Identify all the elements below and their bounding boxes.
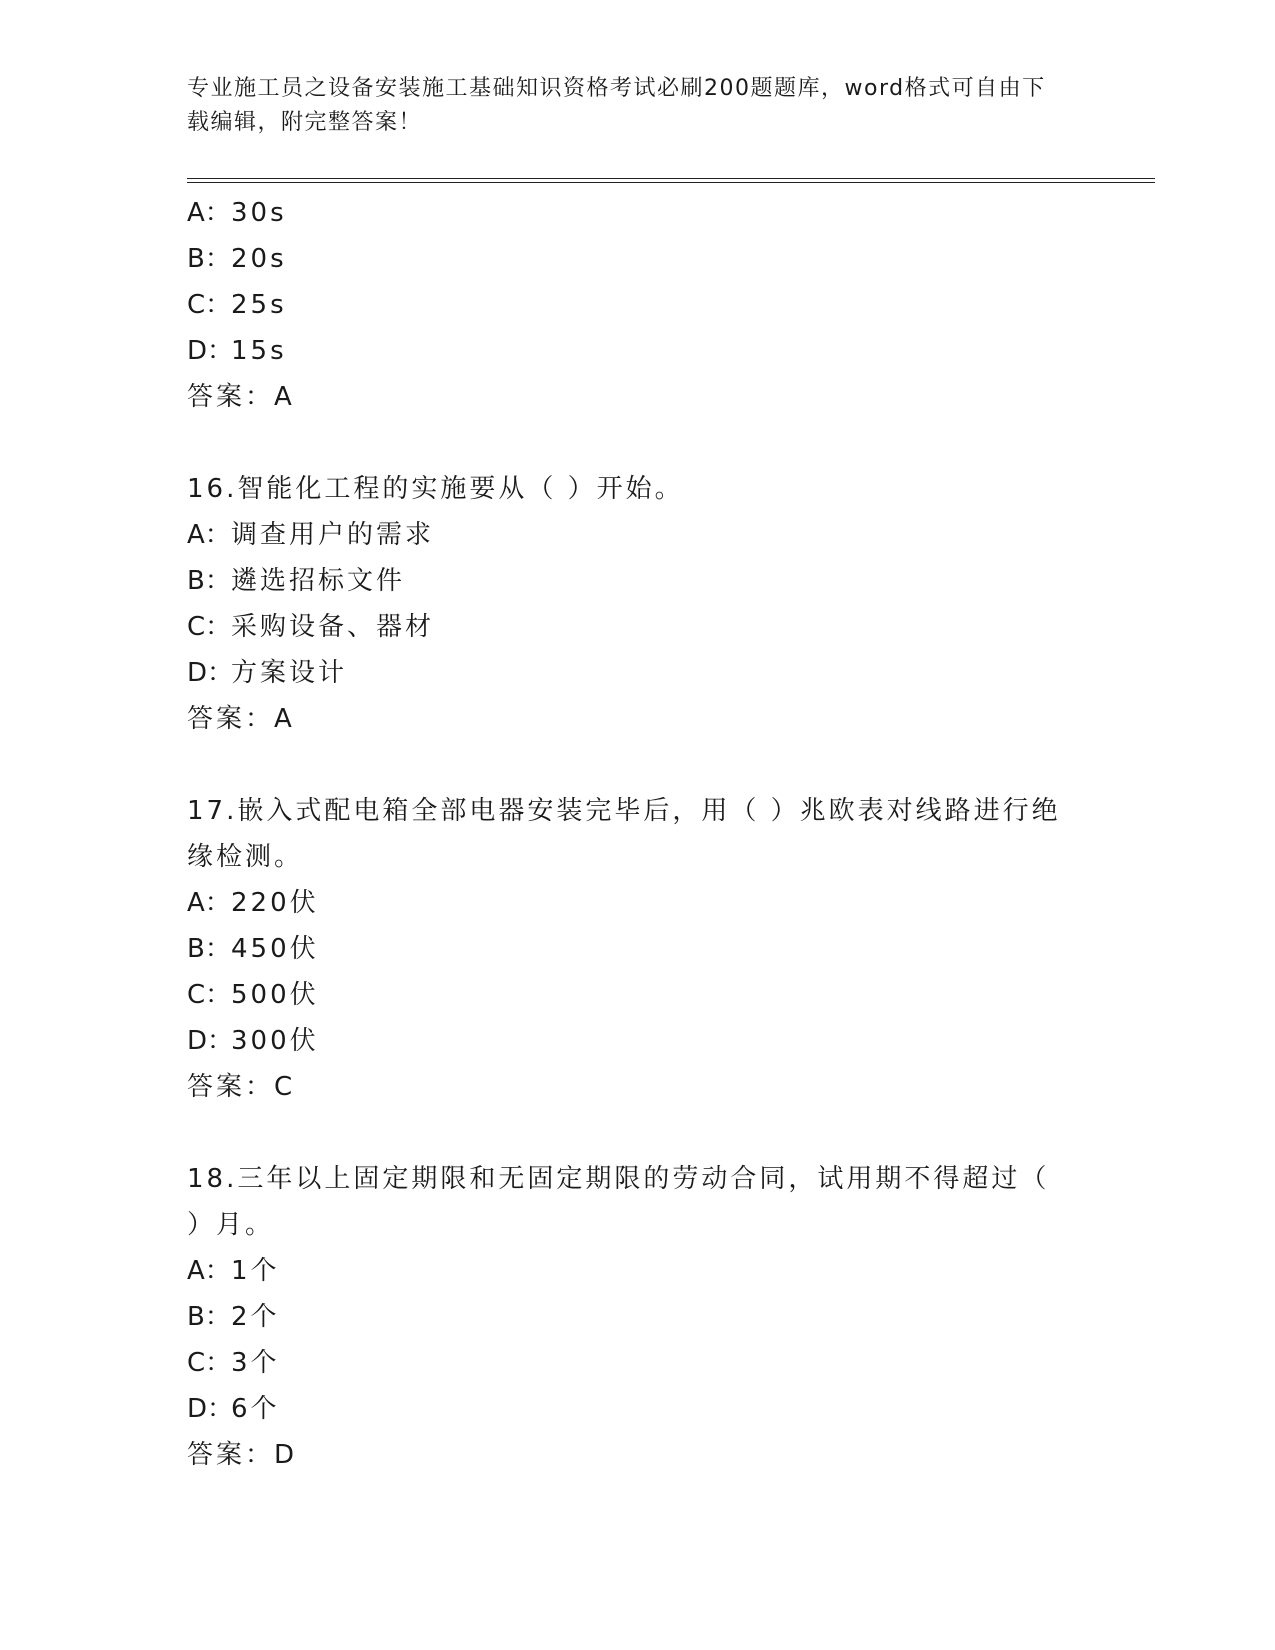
option-a: A：1个	[187, 1256, 280, 1286]
option-d: D：6个	[187, 1394, 280, 1424]
option-a: A：30s	[187, 198, 287, 228]
question-stem: 18.三年以上固定期限和无固定期限的劳动合同，试用期不得超过（ ）月。	[187, 1164, 1050, 1240]
answer-line: 答案：A	[187, 382, 295, 412]
option-c: C：25s	[187, 290, 287, 320]
spacer	[187, 420, 1087, 466]
answer-line: 答案：D	[187, 1440, 298, 1470]
option-d: D：方案设计	[187, 658, 348, 688]
option-b: B：450伏	[187, 934, 319, 964]
document-header	[187, 72, 1067, 140]
question-stem: 17.嵌入式配电箱全部电器安装完毕后，用（ ）兆欧表对线路进行绝缘检测。	[187, 796, 1061, 872]
question-block	[187, 1156, 1087, 1478]
option-b: B：遴选招标文件	[187, 566, 406, 596]
header-rule-bottom	[187, 182, 1155, 183]
option-b: B：2个	[187, 1302, 280, 1332]
option-b: B：20s	[187, 244, 287, 274]
option-d: D：300伏	[187, 1026, 319, 1056]
question-block	[187, 466, 1087, 742]
answer-line: 答案：A	[187, 704, 295, 734]
option-c: C：500伏	[187, 980, 319, 1010]
question-block	[187, 788, 1087, 1110]
answer-line: 答案：C	[187, 1072, 296, 1102]
option-a: A：调查用户的需求	[187, 520, 435, 550]
header-rule-top	[187, 178, 1155, 179]
question-list	[187, 190, 1087, 1478]
option-a: A：220伏	[187, 888, 319, 918]
spacer	[187, 742, 1087, 788]
question-block	[187, 190, 1087, 420]
option-d: D：15s	[187, 336, 287, 366]
option-c: C：采购设备、器材	[187, 612, 435, 642]
option-c: C：3个	[187, 1348, 280, 1378]
spacer	[187, 1110, 1087, 1156]
header-title: 专业施工员之设备安装施工基础知识资格考试必刷200题题库，word格式可自由下载编辑，附完整答案！	[187, 76, 1046, 135]
question-stem: 16.智能化工程的实施要从（ ）开始。	[187, 474, 684, 504]
